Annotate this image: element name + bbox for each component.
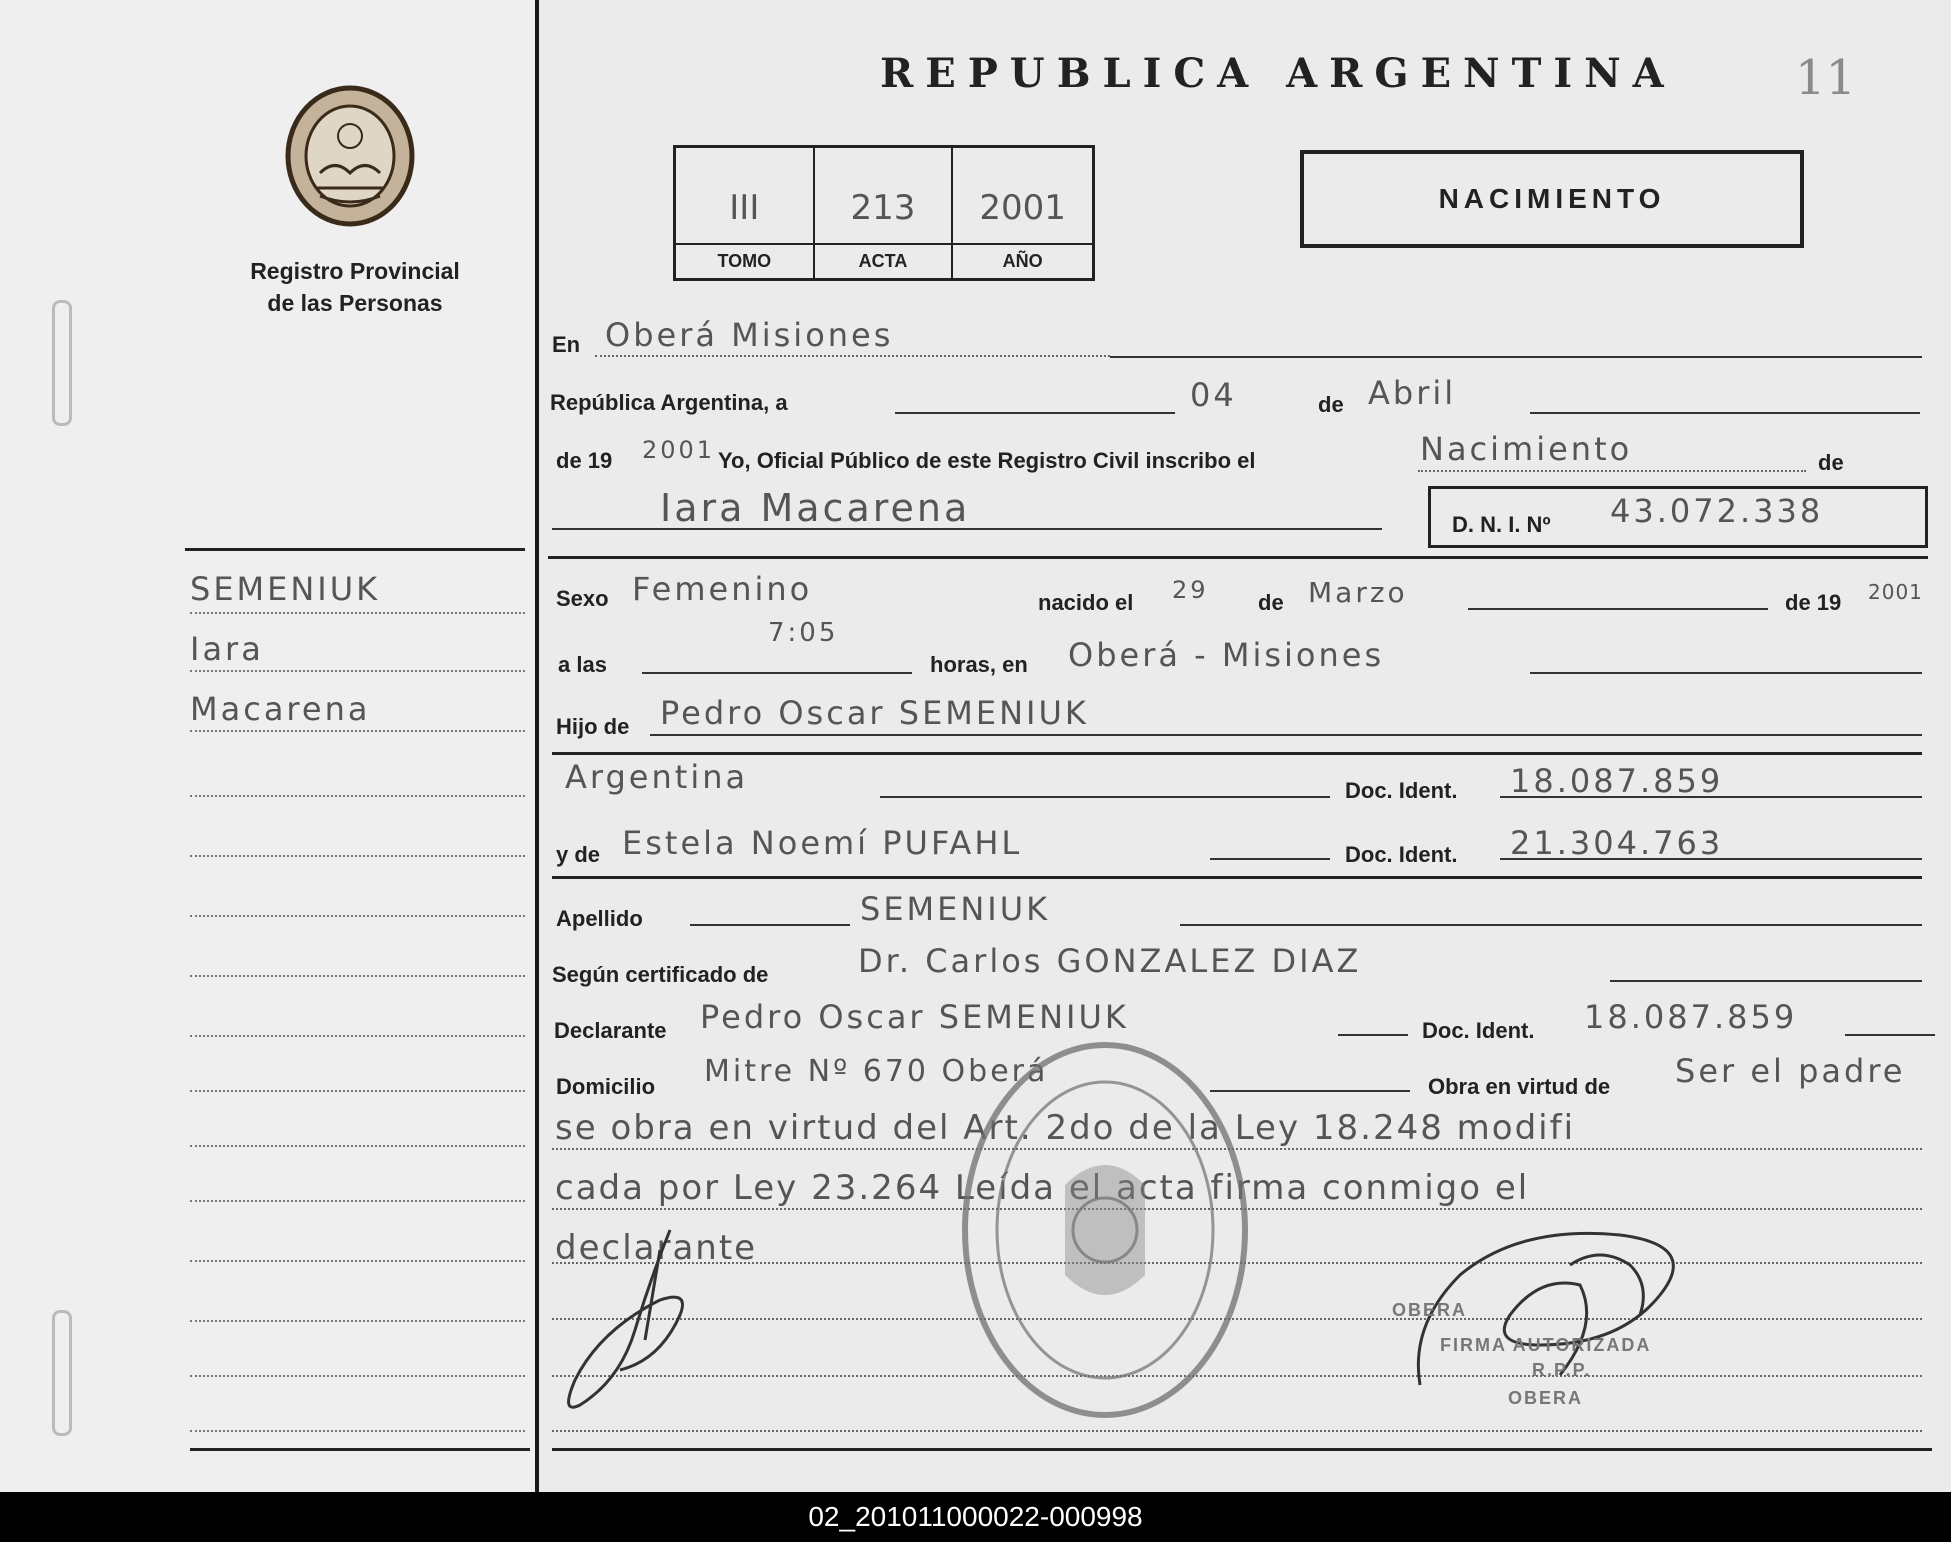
stub-dotted-line [190,855,525,857]
tomo-value: III [729,188,760,228]
line [650,734,1922,736]
line [690,924,850,926]
line [552,528,1382,530]
stub-first-name: Iara [190,630,264,668]
note-line2: cada por Ley 23.264 Leída el acta firma conmigo el [555,1168,1530,1208]
line [1500,858,1922,860]
stub-surname: SEMENIUK [190,570,381,608]
anio-value: 2001 [979,188,1066,228]
birth-month: Marzo [1308,576,1408,609]
line [1180,924,1922,926]
dni-value: 43.072.338 [1610,492,1824,530]
dotted-line [595,355,1110,357]
mother-doc: 21.304.763 [1510,824,1724,862]
tomo-cell [676,148,815,278]
line [895,412,1175,414]
de-after-event-label: de [1818,450,1844,475]
father-doc-label: Doc. Ident. [1345,778,1458,803]
stub-dotted-line [190,1320,525,1322]
birth-year-label: de 19 [1785,590,1842,615]
dotted-line [552,1430,1922,1432]
sexo-label: Sexo [556,586,609,611]
anio-label: AÑO [953,243,1092,272]
hijo-label: Hijo de [556,714,630,739]
tomo-label: TOMO [676,243,813,272]
nacido-label: nacido el [1038,590,1134,615]
obra-label: Obra en virtud de [1428,1074,1611,1099]
note-line1: se obra en virtud del Art. 2do de la Ley 18.248 modifi [555,1108,1576,1148]
acta-cell [815,148,954,278]
stub-dotted-line [190,1145,525,1147]
page-number: 11 [1795,50,1857,106]
line [1500,796,1922,798]
section-rule [552,752,1922,755]
stamp-auth-line1: FIRMA AUTORIZADA [1440,1335,1652,1355]
birth-place: Oberá - Misiones [1068,636,1385,674]
mother-doc-label: Doc. Ident. [1345,842,1458,867]
stub-dotted-line [190,612,525,614]
stub-dotted-line [190,795,525,797]
domicilio-label: Domicilio [556,1074,656,1099]
line [1530,412,1920,414]
stub-dotted-line [190,1035,525,1037]
official-stamp-icon [955,1035,1255,1425]
stub-dotted-line [190,1200,525,1202]
dni-label: D. N. I. Nº [1452,512,1551,537]
stub-dotted-line [190,1430,525,1432]
declarante-label: Declarante [554,1018,667,1043]
anio-cell [953,148,1092,278]
father-name: Pedro Oscar SEMENIUK [660,694,1089,732]
apellido-value: SEMENIUK [860,890,1051,928]
statement-text: Yo, Oficial Público de este Registro Civil inscribo el [718,448,1256,473]
person-name: Iara Macarena [660,486,971,530]
stub-rule [185,548,525,551]
column-divider [535,0,539,1492]
stub-dotted-line [190,1375,525,1377]
binding-ring [52,300,72,426]
event-value: Nacimiento [1420,430,1633,468]
year-value: 2001 [642,436,716,464]
page-title: REPUBLICA ARGENTINA [880,50,1676,97]
section-rule [552,876,1922,879]
day-value: 04 [1190,376,1237,414]
horas-label: horas, en [930,652,1028,677]
dotted-line [1418,470,1806,472]
father-nationality: Argentina [565,758,749,796]
line [1110,356,1922,358]
birth-day: 29 [1172,576,1209,604]
obra-value: Ser el padre [1675,1052,1906,1090]
birth-year: 2001 [1868,580,1923,604]
father-doc: 18.087.859 [1510,762,1724,800]
acta-value: 213 [850,188,916,228]
de-label: de [1318,392,1344,417]
apellido-label: Apellido [556,906,643,931]
line [880,796,1330,798]
note-line3: declarante [555,1228,758,1268]
mother-name: Estela Noemí PUFAHL [622,824,1023,862]
line [1530,672,1922,674]
segun-label: Según certificado de [552,962,769,987]
registry-line1: Registro Provincial [250,258,460,284]
registry-heading [205,255,505,319]
month-value: Abril [1368,374,1457,412]
document-type-box: NACIMIENTO [1300,150,1804,248]
republica-label: República Argentina, a [550,390,788,415]
line [1210,858,1330,860]
line [1338,1034,1408,1036]
hour-value: 7:05 [768,618,839,648]
stamp-auth-line3: OBERA [1392,1300,1468,1320]
stub-dotted-line [190,975,525,977]
en-label: En [552,332,581,357]
y-de-label: y de [556,842,601,867]
declarante-doc-label: Doc. Ident. [1422,1018,1535,1043]
sexo-value: Femenino [632,570,813,608]
stamp-auth-line2: R.P.P. [1532,1360,1592,1380]
domicilio-value: Mitre Nº 670 Oberá [704,1054,1049,1089]
declarante-doc: 18.087.859 [1584,998,1798,1036]
stub-dotted-line [190,1090,525,1092]
stub-dotted-line [190,915,525,917]
stub-dotted-line [190,1260,525,1262]
province-seal-icon [280,78,420,228]
certificado-value: Dr. Carlos GONZALEZ DIAZ [858,942,1362,980]
section-rule [548,556,1928,559]
binding-ring [52,1310,72,1436]
place-value: Oberá Misiones [605,316,894,354]
declarant-signature-icon [540,1220,740,1420]
a-las-label: a las [558,652,607,677]
declarante-value: Pedro Oscar SEMENIUK [700,998,1129,1036]
stub-rule [190,1448,530,1451]
line [1468,608,1768,610]
stub-column [0,0,535,1492]
de-year-label: de 19 [556,448,613,473]
birth-de-label: de [1258,590,1284,615]
stub-second-name: Macarena [190,690,371,728]
section-rule [552,1448,1932,1451]
line [642,672,912,674]
stub-dotted-line [190,730,525,732]
line [1845,1034,1935,1036]
stub-dotted-line [190,670,525,672]
line [1610,980,1922,982]
registry-line2: de las Personas [267,290,443,316]
register-table [673,145,1095,281]
acta-label: ACTA [815,243,952,272]
stamp-auth-line4: OBERA [1508,1388,1584,1408]
image-caption: 02_201011000022-000998 [808,1501,1143,1532]
